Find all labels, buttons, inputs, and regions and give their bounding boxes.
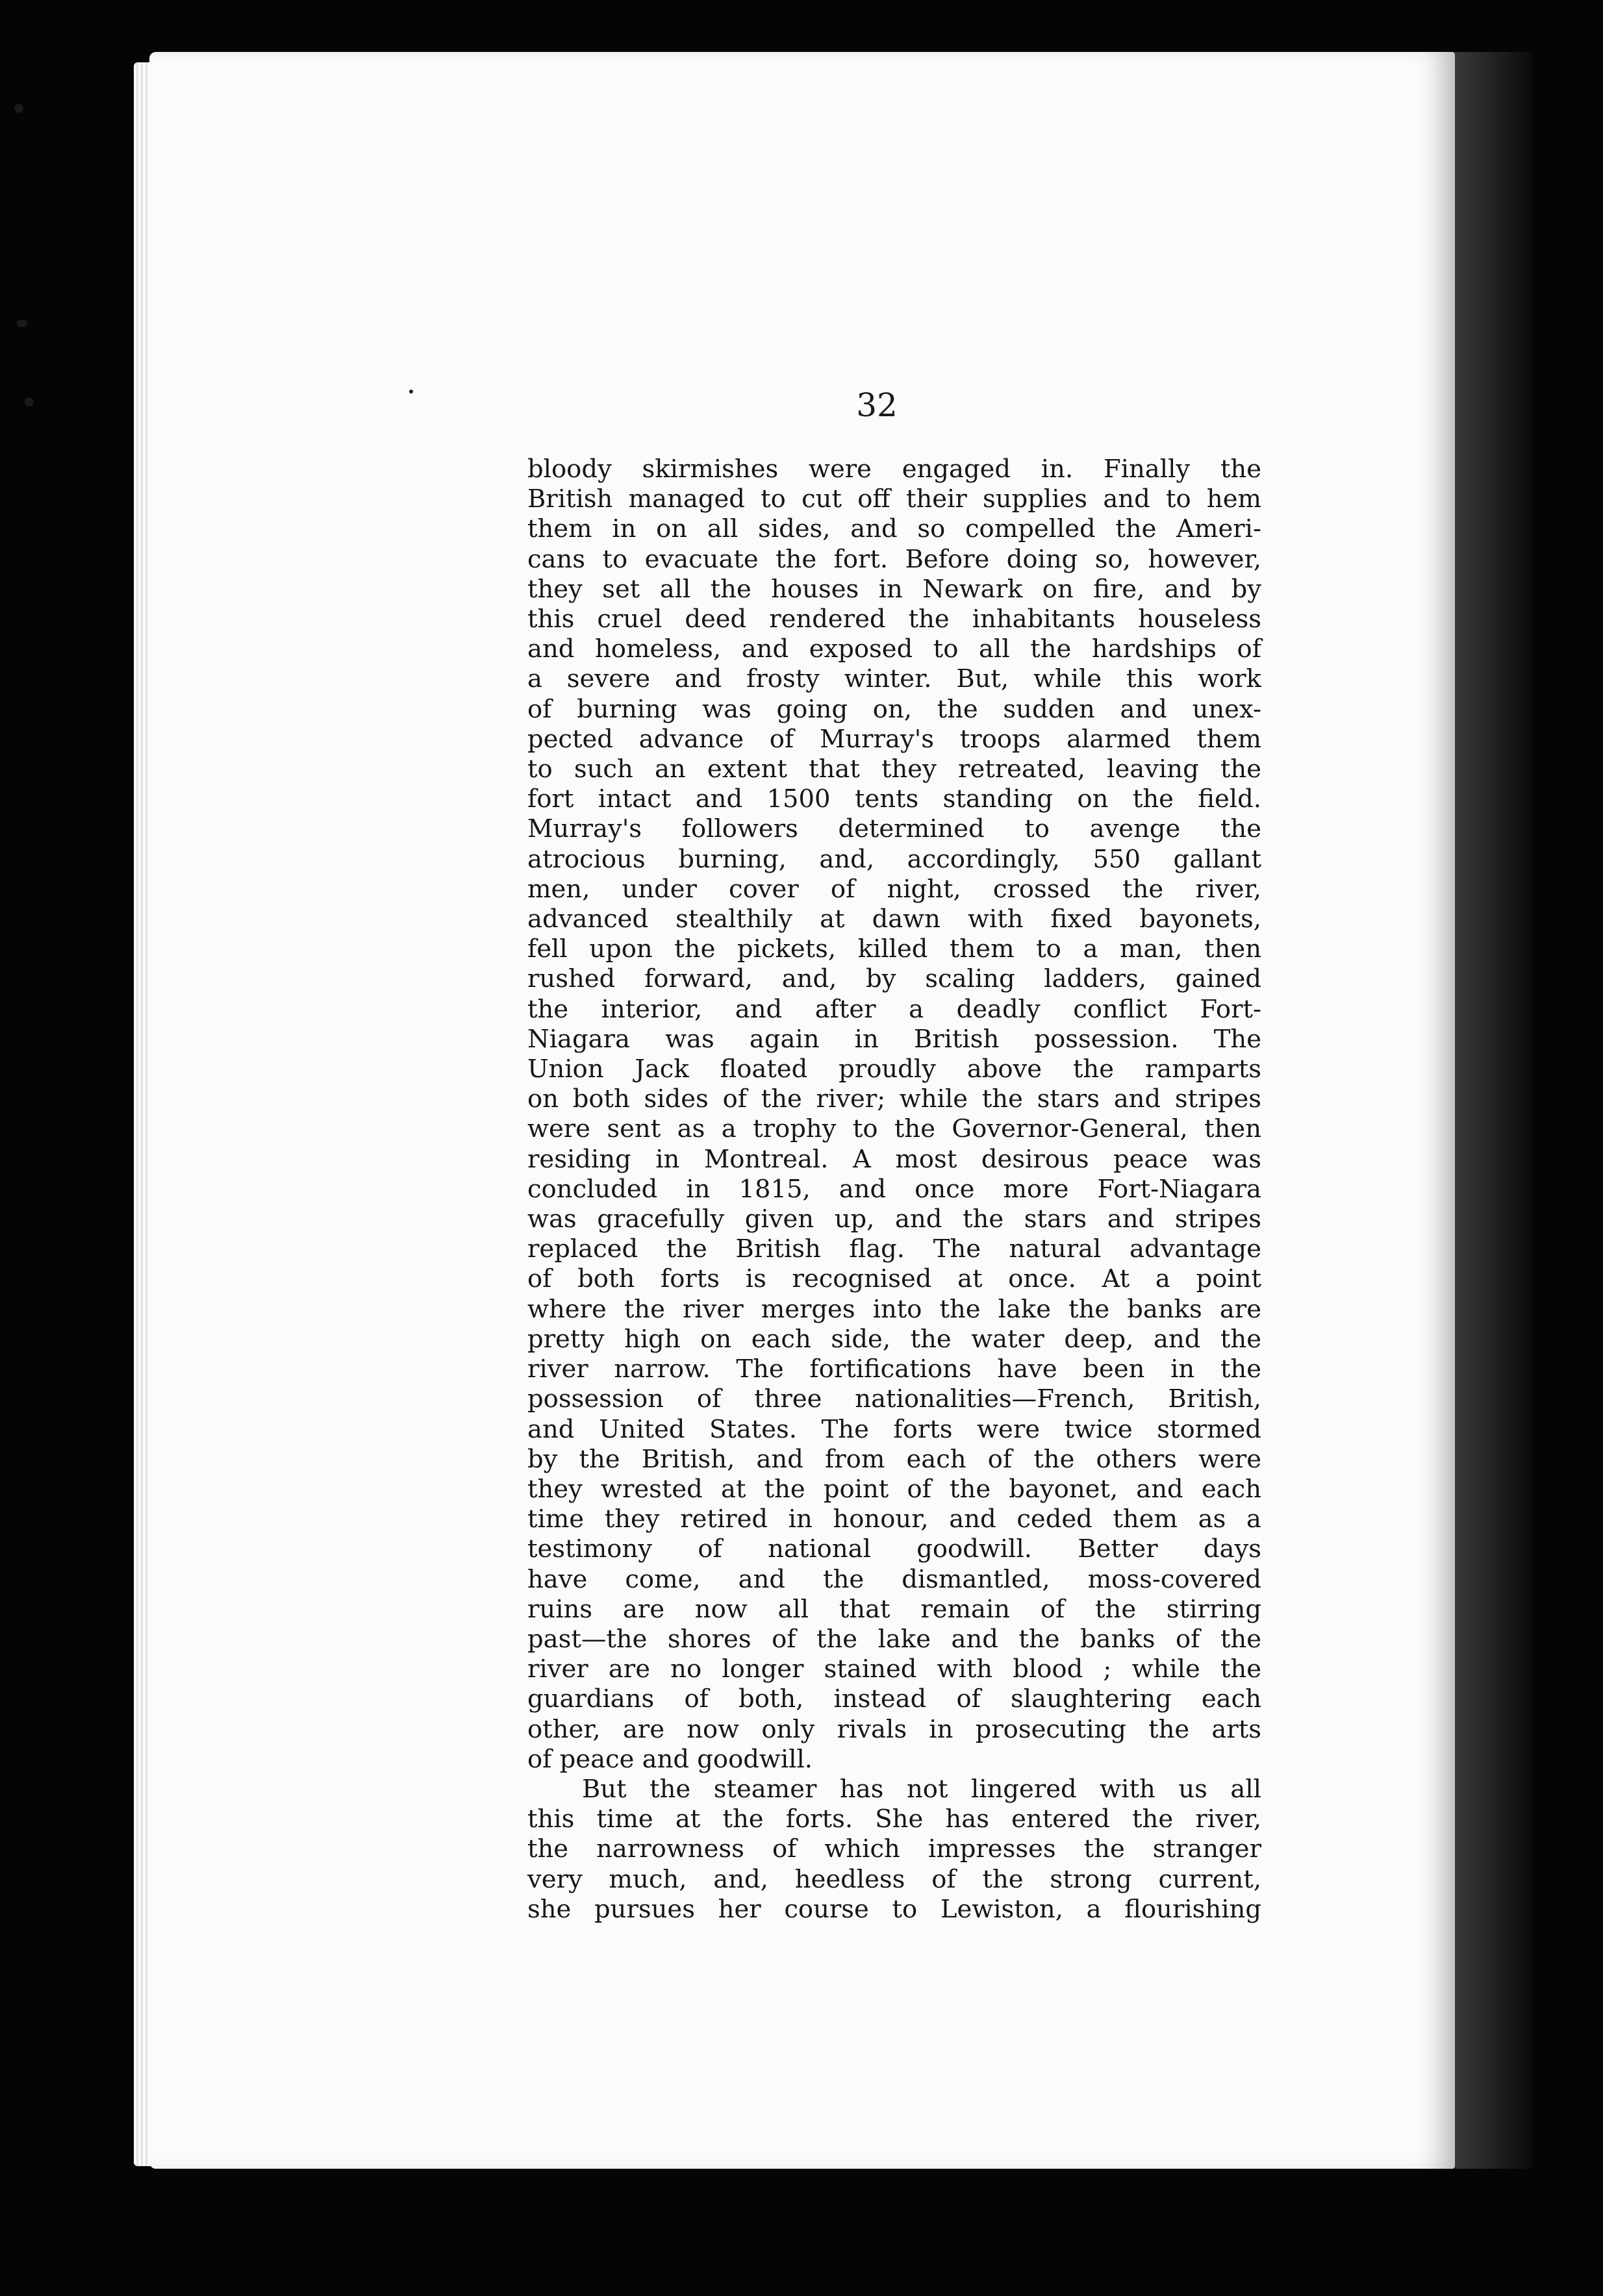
text-line: where the river merges into the lake the banks are [527, 1294, 1261, 1324]
text-line: the interior, and after a deadly conflict Fort- [527, 994, 1261, 1024]
text-line: time they retired in honour, and ceded them as a [527, 1504, 1261, 1534]
text-line: on both sides of the river; while the stars and stripes [527, 1084, 1261, 1114]
text-line: a severe and frosty winter. But, while this work [527, 664, 1261, 694]
text-line: Murray's followers determined to avenge the [527, 814, 1261, 844]
text-line: have come, and the dismantled, moss-covered [527, 1564, 1261, 1594]
text-line: pected advance of Murray's troops alarmed them [527, 724, 1261, 754]
text-line: fort intact and 1500 tents standing on the field. [527, 784, 1261, 814]
text-line: rushed forward, and, by scaling ladders, gained [527, 964, 1261, 994]
text-line: of peace and goodwill. [527, 1744, 813, 1774]
text-line: to such an extent that they retreated, leaving the [527, 755, 1261, 784]
text-line: past—the shores of the lake and the banks of the [527, 1624, 1261, 1654]
text-line: they set all the houses in Newark on fire, and by [527, 574, 1261, 604]
text-line: concluded in 1815, and once more Fort-Niagara [527, 1174, 1261, 1204]
book-gutter-shadow [1455, 52, 1533, 2169]
text-line: she pursues her course to Lewiston, a flourishing [527, 1894, 1261, 1924]
text-line: was gracefully given up, and the stars and stripes [527, 1204, 1261, 1234]
text-line: replaced the British flag. The natural advantage [527, 1234, 1261, 1264]
text-line: and homeless, and exposed to all the hardships of [527, 634, 1261, 664]
text-line: guardians of both, instead of slaughtering each [527, 1684, 1261, 1714]
text-line: Union Jack floated proudly above the ramparts [527, 1054, 1261, 1084]
text-line: of both forts is recognised at once. At a point [527, 1264, 1261, 1294]
text-line: the narrowness of which impresses the stranger [527, 1834, 1261, 1864]
text-line: were sent as a trophy to the Governor-General, then [527, 1114, 1261, 1144]
scan-speck [14, 104, 23, 113]
text-line: pretty high on each side, the water deep, and the [527, 1324, 1261, 1354]
text-line: river narrow. The fortifications have been in the [527, 1354, 1261, 1384]
text-line: this time at the forts. She has entered the river, [527, 1804, 1261, 1834]
text-line: by the British, and from each of the others were [527, 1444, 1261, 1474]
text-line: them in on all sides, and so compelled the Ameri- [527, 514, 1261, 544]
text-line: of burning was going on, the sudden and unex- [527, 694, 1261, 724]
text-line: residing in Montreal. A most desirous peace was [527, 1144, 1261, 1174]
text-line: and United States. The forts were twice stormed [527, 1414, 1261, 1444]
text-line: men, under cover of night, crossed the river, [527, 874, 1261, 904]
text-line: fell upon the pickets, killed them to a man, then [527, 934, 1261, 964]
scan-speck [409, 390, 413, 393]
text-line: advanced stealthily at dawn with fixed bayonets, [527, 905, 1261, 934]
text-line: they wrested at the point of the bayonet, and each [527, 1474, 1261, 1504]
text-line: possession of three nationalities—French, British, [527, 1384, 1261, 1414]
body-text [527, 455, 1261, 1925]
text-line: Niagara was again in British possession. The [527, 1024, 1261, 1054]
text-line: this cruel deed rendered the inhabitants houseless [527, 605, 1261, 634]
scan-speck [17, 319, 27, 327]
text-line: atrocious burning, and, accordingly, 550 gallant [527, 844, 1261, 874]
text-line: bloody skirmishes were engaged in. Finally the [527, 455, 1261, 484]
scan-speck [25, 397, 34, 406]
text-line: testimony of national goodwill. Better days [527, 1534, 1261, 1564]
text-line: ruins are now all that remain of the stirring [527, 1594, 1261, 1624]
text-line: river are no longer stained with blood ; while the [527, 1654, 1261, 1684]
text-line: other, are now only rivals in prosecuting the arts [527, 1714, 1261, 1744]
page-number: 32 [856, 386, 898, 424]
text-line: British managed to cut off their supplies and to hem [527, 484, 1261, 514]
text-line: But the steamer has not lingered with us all [582, 1774, 1261, 1804]
text-line: very much, and, heedless of the strong current, [527, 1864, 1261, 1894]
text-line: cans to evacuate the fort. Before doing so, however, [527, 544, 1261, 574]
